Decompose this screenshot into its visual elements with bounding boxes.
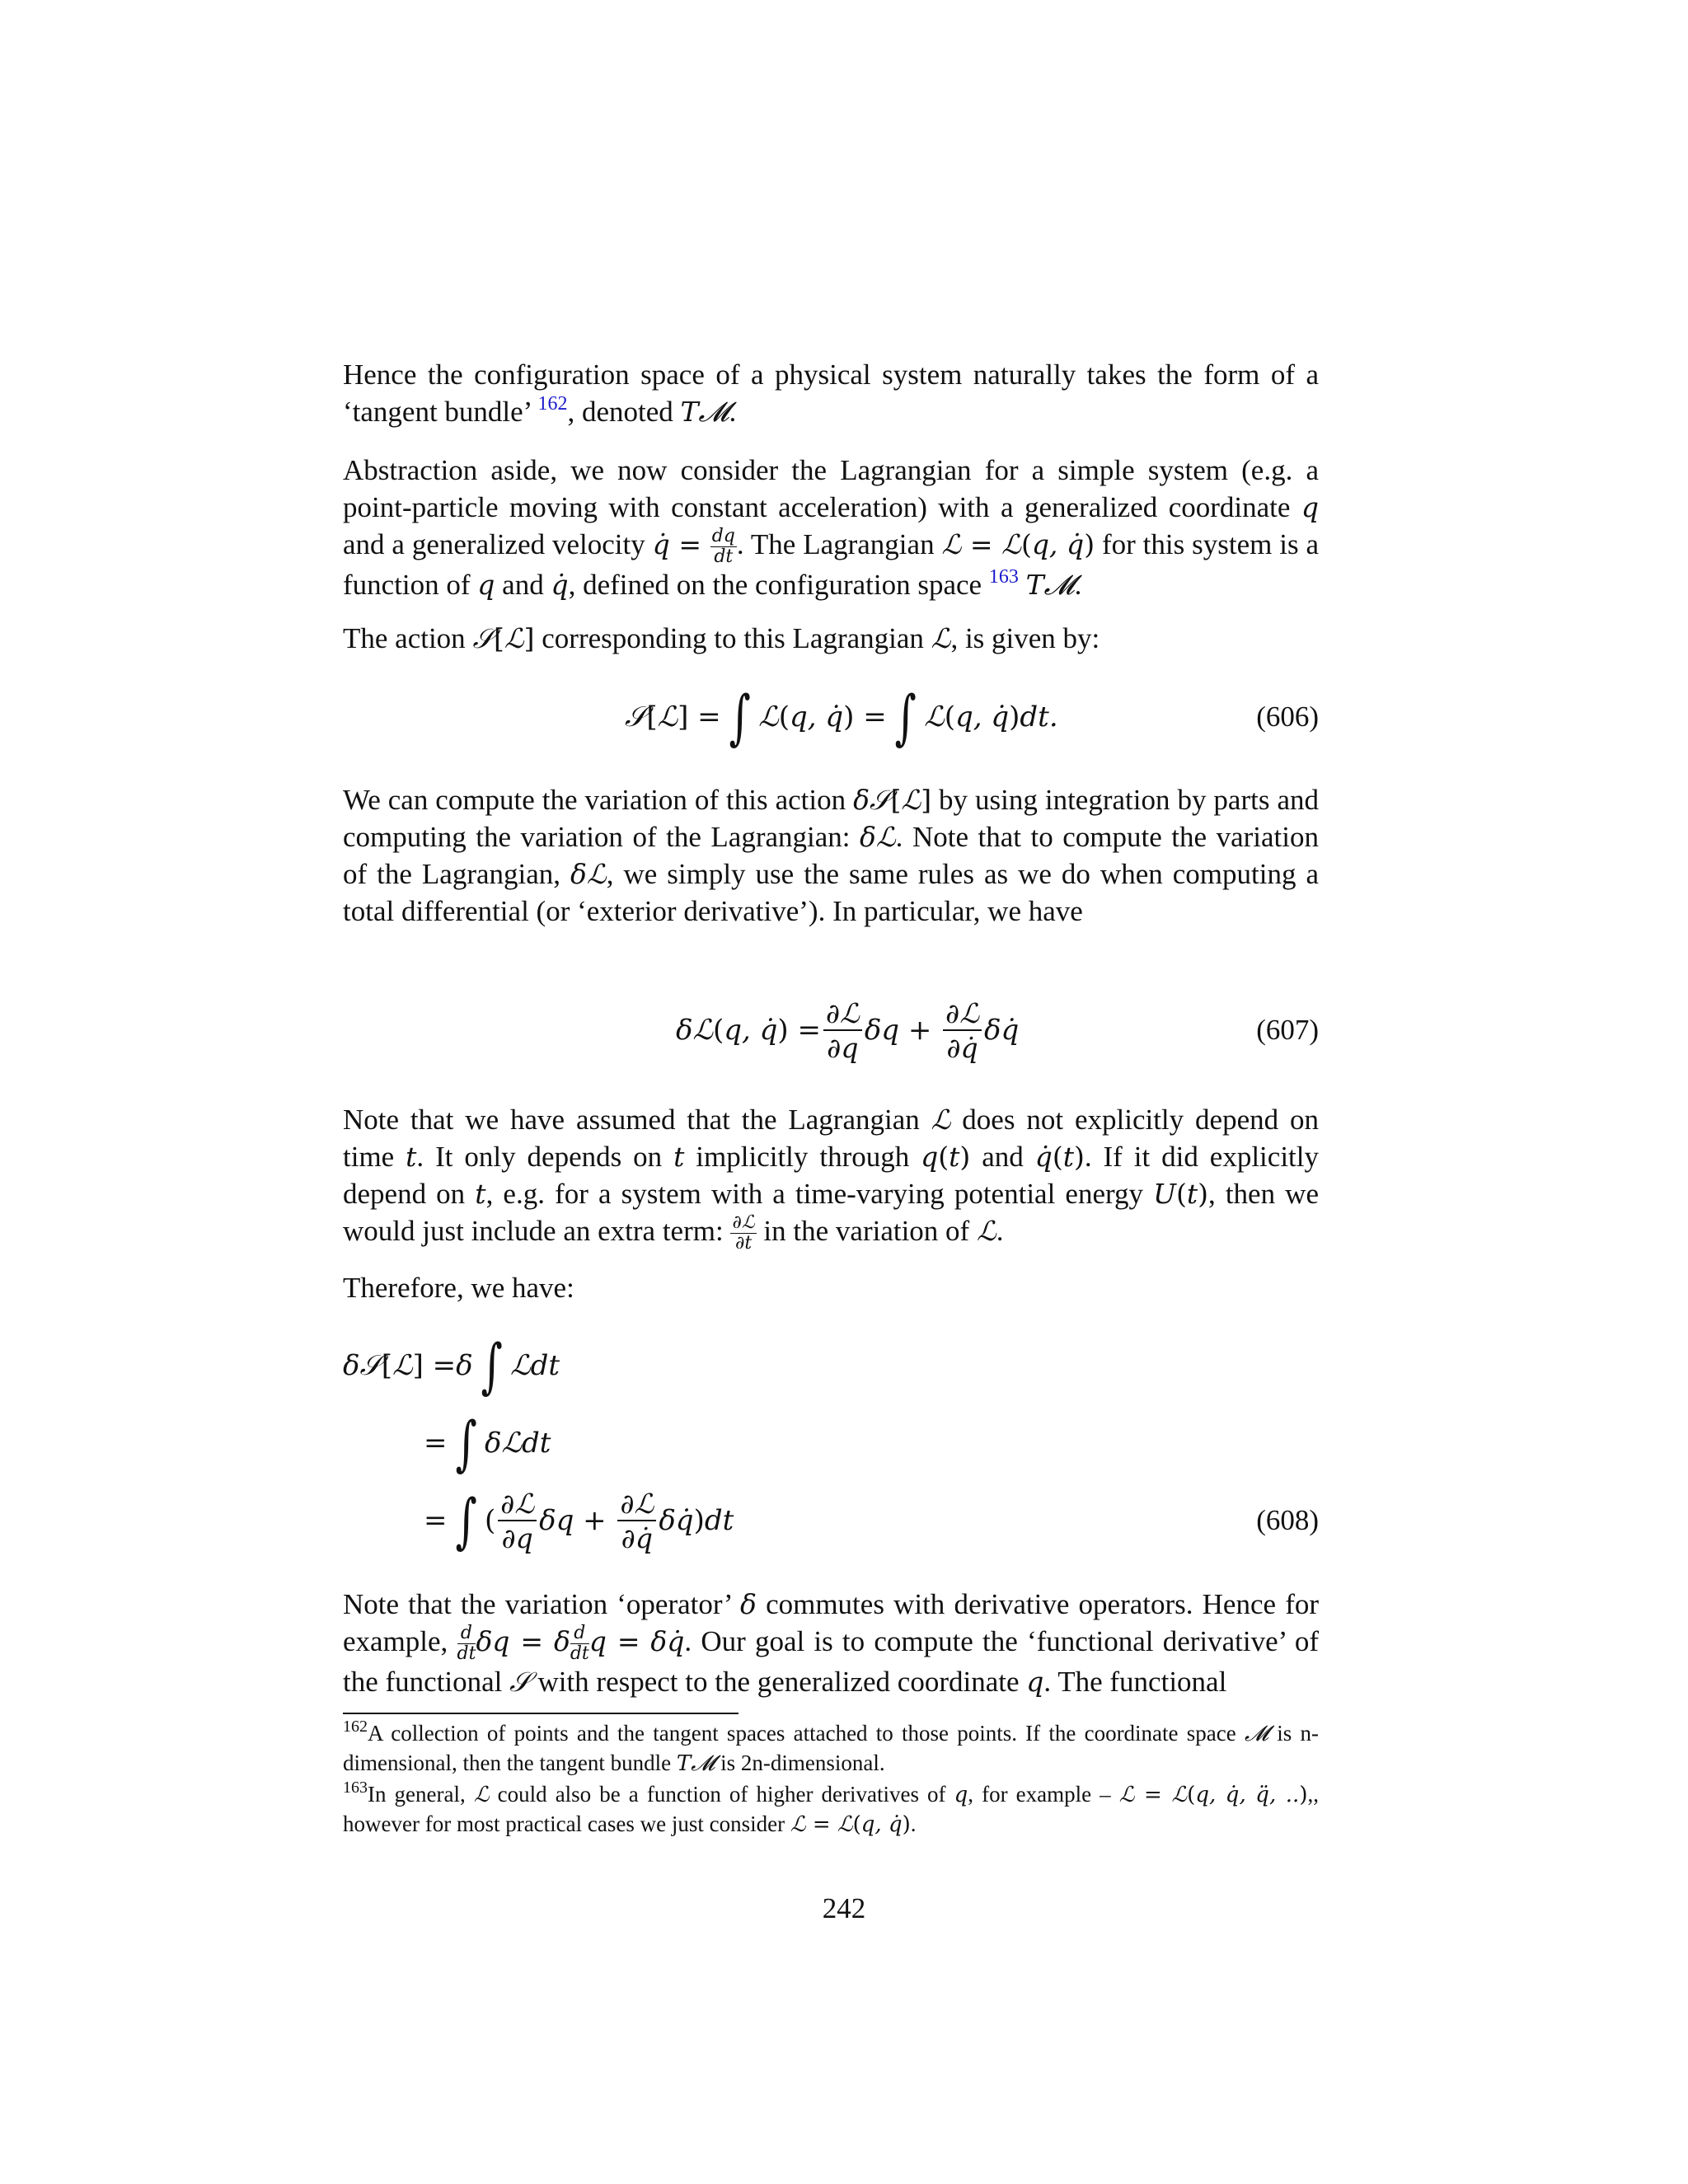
paragraph-action bbox=[343, 620, 1319, 657]
math-q-of-t: q(t) bbox=[921, 1141, 971, 1173]
math-commute-2: q = δq̇ bbox=[588, 1625, 685, 1657]
math-t: t bbox=[475, 1178, 486, 1210]
fraction-dl-dq: $\frac{\text{∂ℒ}}{\partial q}$ bbox=[823, 1000, 862, 1062]
text-run: , is given by: bbox=[950, 622, 1100, 654]
math-qdot-of-t: q̇(t) bbox=[1034, 1141, 1085, 1173]
text-run: Note that the variation ‘operator’ bbox=[343, 1588, 741, 1620]
text-run: and bbox=[495, 569, 551, 601]
math-q: q bbox=[1301, 491, 1319, 523]
footnote-162 bbox=[343, 1719, 1319, 1779]
math-qdot-def: q̇ = bbox=[652, 528, 702, 560]
footnote-163: $^{163}$In general, ℒ could also be a function of higher derivatives of q, for example – ℒ = ℒ(q, q̇, q̈, ..),, however for most practical cases we just consider ℒ = ℒ(q, q̇). bbox=[343, 1779, 1319, 1837]
text-run: . Note that to compute the variation of the Lagrangian, bbox=[343, 821, 1319, 890]
math-tm: T𝓜 bbox=[1025, 569, 1075, 601]
text-run: is n-dimensional, then the tangent bundle bbox=[343, 1721, 1319, 1775]
text-run: could also be a function of higher derivatives of bbox=[489, 1782, 954, 1807]
math-action: 𝒮[ℒ] bbox=[472, 622, 535, 654]
math-commute-1: δq = δ bbox=[476, 1625, 570, 1657]
text-run: . It only depends on bbox=[416, 1141, 674, 1173]
equation-number: (606) bbox=[1256, 701, 1319, 733]
fraction-dl-dqdot: $\frac{\text{∂ℒ}}{\partial q̇}$ bbox=[617, 1490, 656, 1552]
footnote-ref-163[interactable]: 163 bbox=[988, 566, 1019, 588]
fraction-dl-dq: $\frac{\text{∂ℒ}}{\partial q}$ bbox=[498, 1490, 537, 1552]
text-run: In general, bbox=[368, 1782, 474, 1807]
math-tm: T𝓜 bbox=[680, 396, 729, 428]
text-run: by using integration by parts and computing the variation of the Lagrangian: bbox=[343, 784, 1319, 853]
text-run: We can compute the variation of this action bbox=[343, 784, 854, 816]
fraction-d-dt: $\frac{d}{dt}$ bbox=[570, 1623, 589, 1664]
math-lagrangian: ℒ bbox=[976, 1215, 996, 1247]
text-run: , then we would just include an extra term: bbox=[343, 1178, 1319, 1247]
paragraph-variation bbox=[343, 781, 1319, 930]
paragraph-time-dependence: Note that we have assumed that the Lagrangian ℒ does not explicitly depend on time t. It only depends on t implicitly through q(t) and q̇(t). If it did explicitly depend on t, e.g. for a system with a time-varying potential energy U(t), then we would just include an extra term: $\frac{\text{∂ℒ}}{\partial t}$ in the variation of ℒ. bbox=[343, 1104, 1319, 1254]
math-lagrangian: ℒ bbox=[473, 1783, 490, 1807]
text-run: does not explicitly depend on time bbox=[343, 1104, 1319, 1173]
text-run: and bbox=[970, 1141, 1035, 1173]
paragraph-functional-derivative bbox=[343, 1586, 1319, 1700]
text-run: The action bbox=[343, 622, 473, 654]
text-run: with respect to the generalized coordinate bbox=[530, 1666, 1027, 1698]
footnote-number: 162 bbox=[343, 1718, 368, 1736]
math-q: q bbox=[1026, 1666, 1044, 1698]
text-run: in the variation of bbox=[756, 1215, 977, 1247]
math-m: 𝓜 bbox=[1244, 1722, 1269, 1746]
text-run: implicitly through bbox=[684, 1141, 921, 1173]
footnote-number: 163 bbox=[343, 1779, 368, 1797]
text-run: . The Lagrangian bbox=[736, 528, 942, 560]
text-run: , e.g. for a system with a time-varying potential energy bbox=[485, 1178, 1154, 1210]
math-lagrangian-def: ℒ = ℒ(q, q̇) bbox=[790, 1812, 911, 1837]
text-run: , for example – bbox=[968, 1782, 1119, 1807]
math-qdot: q̇ bbox=[551, 569, 569, 601]
equation-number: (608) bbox=[1256, 1504, 1319, 1536]
equation-606 bbox=[343, 676, 1319, 758]
equation-number: (607) bbox=[1256, 1014, 1319, 1046]
equation-607-body: δℒ ( q, q̇ ) = $\frac{\text{∂ℒ}}{\partial q}$ δq + $\frac{\text{∂ℒ}}{\partial q̇}$ δq̇ bbox=[676, 996, 1020, 1064]
math-lagrangian: ℒ bbox=[931, 622, 951, 654]
math-t: t bbox=[673, 1141, 685, 1173]
text-run: for this system is a function of bbox=[343, 528, 1319, 601]
equation-608-line-1: δ𝒮 [ ℒ ] = δ ∫ ℒdt bbox=[343, 1331, 560, 1400]
page-number: 242 bbox=[822, 1892, 866, 1924]
text-run: is 2n-dimensional. bbox=[715, 1750, 885, 1775]
text-run: . The functional bbox=[1043, 1666, 1227, 1698]
math-s: 𝒮 bbox=[509, 1666, 531, 1698]
math-u-of-t: U(t) bbox=[1153, 1178, 1208, 1210]
fraction-d-dt: $\frac{d}{dt}$ bbox=[457, 1623, 476, 1664]
text-run: and a generalized velocity bbox=[343, 528, 653, 560]
math-q: q bbox=[477, 569, 495, 601]
text-run: A collection of points and the tangent spaces attached to those points. If the coordinate space bbox=[368, 1721, 1245, 1746]
footnote-rule bbox=[343, 1713, 738, 1714]
text-run: corresponding to this Lagrangian bbox=[534, 622, 931, 654]
text-run: , denoted bbox=[567, 396, 681, 428]
text-run: Abstraction aside, we now consider the Lagrangian for a simple system (e.g. a point-particle moving with constant acceleration) with a generalized coordinate bbox=[343, 454, 1319, 523]
math-delta-l: δℒ bbox=[570, 858, 607, 890]
paragraph-lagrangian-intro: Abstraction aside, we now consider the Lagrangian for a simple system (e.g. a point-particle moving with constant acceleration) with a generalized coordinate q and a generalized velocity q̇ = $\frac{dq}{dt}$ . The Lagrangian ℒ = ℒ(q, q̇) for this system is a function of q and q̇, defined on the configuration space $^{163}$ T𝓜. bbox=[343, 454, 1319, 601]
math-q: q bbox=[954, 1783, 968, 1807]
equation-608 bbox=[343, 1329, 1319, 1568]
math-delta: δ bbox=[740, 1588, 757, 1620]
text-run: Hence the configuration space of a physical system naturally takes the form of a ‘tangent bundle’ bbox=[343, 359, 1319, 428]
math-lagrangian: ℒ bbox=[931, 1104, 951, 1136]
math-delta-action: δ𝒮[ℒ] bbox=[853, 784, 932, 816]
math-t: t bbox=[406, 1141, 417, 1173]
equation-607 bbox=[343, 989, 1319, 1071]
fraction-dl-dt: $\frac{\text{∂ℒ}}{\partial t}$ bbox=[732, 1212, 755, 1254]
text-run: , however for most practical cases we just consider bbox=[343, 1782, 1319, 1836]
text-run: Note that we have assumed that the Lagrangian bbox=[343, 1104, 931, 1136]
paragraph-tangent-bundle: Hence the configuration space of a physical system naturally takes the form of a ‘tangent bundle’ $^{162}$, denoted T𝓜. bbox=[343, 359, 1319, 428]
paragraph-therefore bbox=[343, 1269, 1319, 1306]
text-run: . Our goal is to compute the ‘functional derivative’ of the functional bbox=[343, 1625, 1320, 1698]
equation-608-line-2: = ∫ δℒdt bbox=[424, 1408, 551, 1478]
equation-608-line-3: = ∫ ( $\frac{\text{∂ℒ}}{\partial q}$ δq + $\frac{\text{∂ℒ}}{\partial q̇}$ δq̇ ) dt bbox=[424, 1486, 734, 1555]
text-run: Therefore, we have: bbox=[343, 1272, 574, 1304]
math-lagrangian-def: ℒ = ℒ(q, q̇) bbox=[941, 528, 1095, 560]
fraction-dq-dt: $\frac{dq}{dt}$ bbox=[711, 526, 735, 567]
equation-606-body: 𝒮 [ ℒ ] = ∫ ℒ ( q, q̇ ) = ∫ ℒ ( q, q̇ ) dt. bbox=[625, 682, 1058, 752]
text-run: , defined on the configuration space bbox=[568, 569, 989, 601]
fraction-dl-dqdot: $\frac{\text{∂ℒ}}{\partial q̇}$ bbox=[943, 1000, 982, 1062]
math-tm: T𝓜 bbox=[676, 1751, 715, 1776]
footnote-ref-162[interactable]: 162 bbox=[537, 393, 568, 415]
math-delta-l: δℒ bbox=[860, 821, 896, 853]
text-run: , we simply use the same rules as we do when computing a total differential (or ‘exterior derivative’). In particular, we have bbox=[343, 858, 1319, 927]
text-run: . If it did explicitly depend on bbox=[343, 1141, 1319, 1210]
math-higher-derivs: ℒ = ℒ(q, q̇, q̈, ..) bbox=[1118, 1783, 1308, 1807]
text-run: commutes with derivative operators. Hence for example, bbox=[343, 1588, 1319, 1657]
